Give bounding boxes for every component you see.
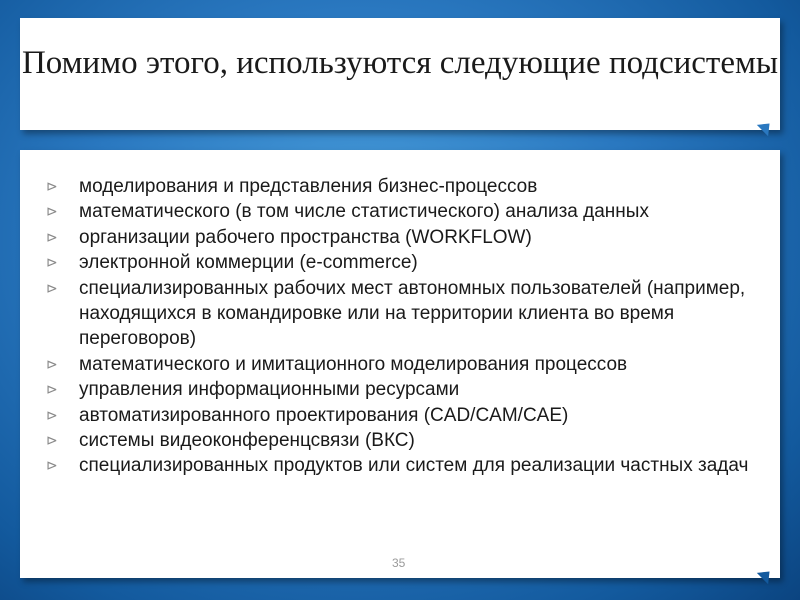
arrow-square-icon: ⊳: [46, 406, 58, 423]
content-panel: [20, 150, 780, 578]
list-item-text: системы видеоконференцсвязи (ВКС): [79, 430, 415, 452]
list-item-text: электронной коммерции (е-commerce): [79, 252, 418, 274]
arrow-square-icon: ⊳: [46, 178, 58, 194]
arrow-square-icon: ⊳: [46, 355, 58, 372]
list-item-text: специализированных рабочих мест автономных пользователей (например, находящихся в командировке или на территории клиента во время переговоров): [79, 277, 746, 350]
list-item-text: специализированных продуктов или систем для реализации частных задач: [79, 455, 749, 477]
title-panel: [20, 18, 780, 130]
list-item: [46, 276, 756, 352]
list-item: [46, 403, 756, 428]
page-number: 35: [392, 556, 406, 570]
list-item-text: организации рабочего пространства (WORKFLOW): [79, 226, 532, 248]
arrow-square-icon: ⊳: [46, 381, 58, 398]
list-item: [46, 428, 756, 453]
arrow-square-icon: ⊳: [46, 228, 58, 245]
panel-corner-decoration: [757, 118, 775, 136]
list-item-text: математического и имитационного моделирования процессов: [79, 353, 628, 375]
arrow-square-icon: ⊳: [46, 254, 58, 271]
list-item: [46, 453, 756, 478]
arrow-square-icon: ⊳: [46, 457, 58, 474]
slide-title: Помимо этого, используются следующие подсистемы: [21, 45, 779, 81]
list-item: [46, 174, 756, 199]
list-item: [46, 199, 756, 224]
list-item-text: управления информационными ресурсами: [79, 379, 460, 401]
list-item: [46, 250, 756, 275]
panel-corner-decoration: [757, 566, 775, 584]
arrow-square-icon: ⊳: [46, 432, 58, 449]
list-item-text: математического (в том числе статистического) анализа данных: [79, 201, 649, 223]
list-item: [46, 225, 756, 250]
arrow-square-icon: ⊳: [46, 279, 58, 296]
list-item-text: моделирования и представления бизнес-процессов: [79, 176, 538, 197]
list-item: [46, 377, 756, 402]
list-item-text: автоматизированного проектирования (CAD/CAM/CAE): [79, 404, 569, 426]
list-item: [46, 352, 756, 377]
bullet-list: [46, 174, 756, 479]
arrow-square-icon: ⊳: [46, 203, 58, 220]
